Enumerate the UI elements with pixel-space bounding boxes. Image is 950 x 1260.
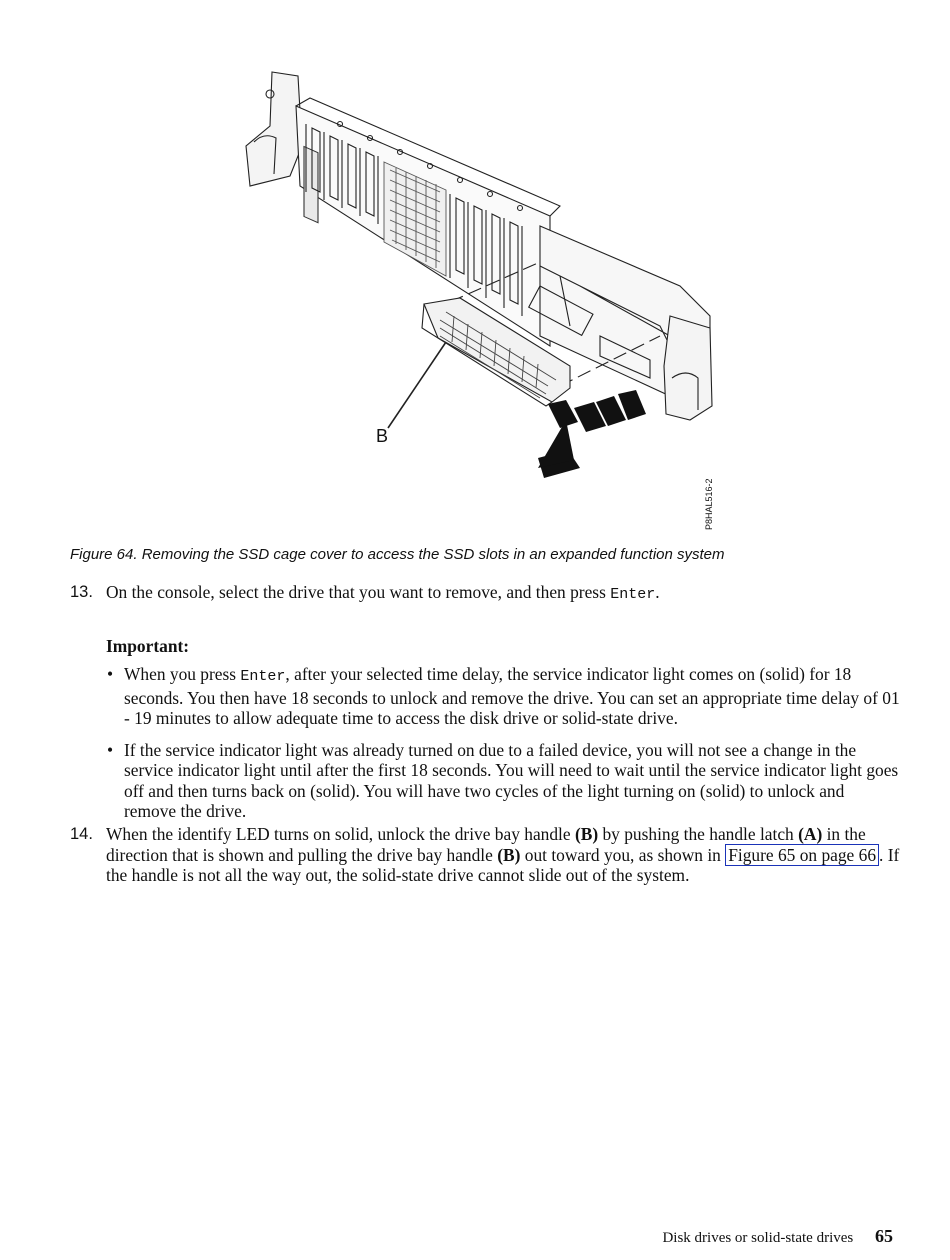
ssd-cage-illustration [240, 66, 720, 536]
page-footer [662, 1226, 893, 1247]
enter-key: Enter [610, 586, 656, 603]
removal-direction-arrow [538, 390, 646, 478]
figure-65-link[interactable]: Figure 65 on page 66 [725, 844, 879, 866]
step-14 [70, 824, 900, 886]
step-14-instruction: When the identify LED turns on solid, unlock the drive bay handle (B) by pushing the handle latch (A) in the direction that is shown and pulling the drive bay handle (B) out toward you, as shown in Figure 65 on page 66 . If the handle is not all the way out, the solid-state drive cannot slide out of the system. [106, 824, 900, 885]
step-number: 14. [70, 825, 93, 843]
part-number-label: P8HAL516-2 [704, 478, 714, 530]
important-list [106, 664, 900, 822]
list-item: • If the service indicator light was already turned on due to a failed device, you will not see a change in the service indicator light until after the first 18 seconds. You will need to wait until the service indicator light goes off and then turns back on (solid). You will have two cycles of the light turning on (solid) to unlock and remove the drive. [106, 740, 900, 822]
enter-key: Enter [240, 668, 286, 685]
figure-ssd-cage-cover [240, 66, 720, 536]
page-number: 65 [875, 1226, 893, 1246]
callout-label-b: B [376, 426, 389, 446]
step-number: 13. [70, 583, 93, 601]
step-13 [70, 582, 900, 833]
figure-caption: Figure 64. Removing the SSD cage cover to access the SSD slots in an expanded function system [70, 546, 725, 563]
step-13-instruction: On the console, select the drive that you want to remove, and then press Enter. [106, 582, 660, 603]
important-label: Important: [106, 635, 190, 656]
list-item: • When you press Enter, after your selected time delay, the service indicator light comes on (solid) for 18 seconds. You then have 18 seconds to unlock and remove the drive. You can set an appropriate time delay of 01 - 19 minutes to allow adequate time to access the disk drive or solid-state drive. [106, 664, 900, 729]
footer-section-title: Disk drives or solid-state drives [662, 1230, 854, 1246]
